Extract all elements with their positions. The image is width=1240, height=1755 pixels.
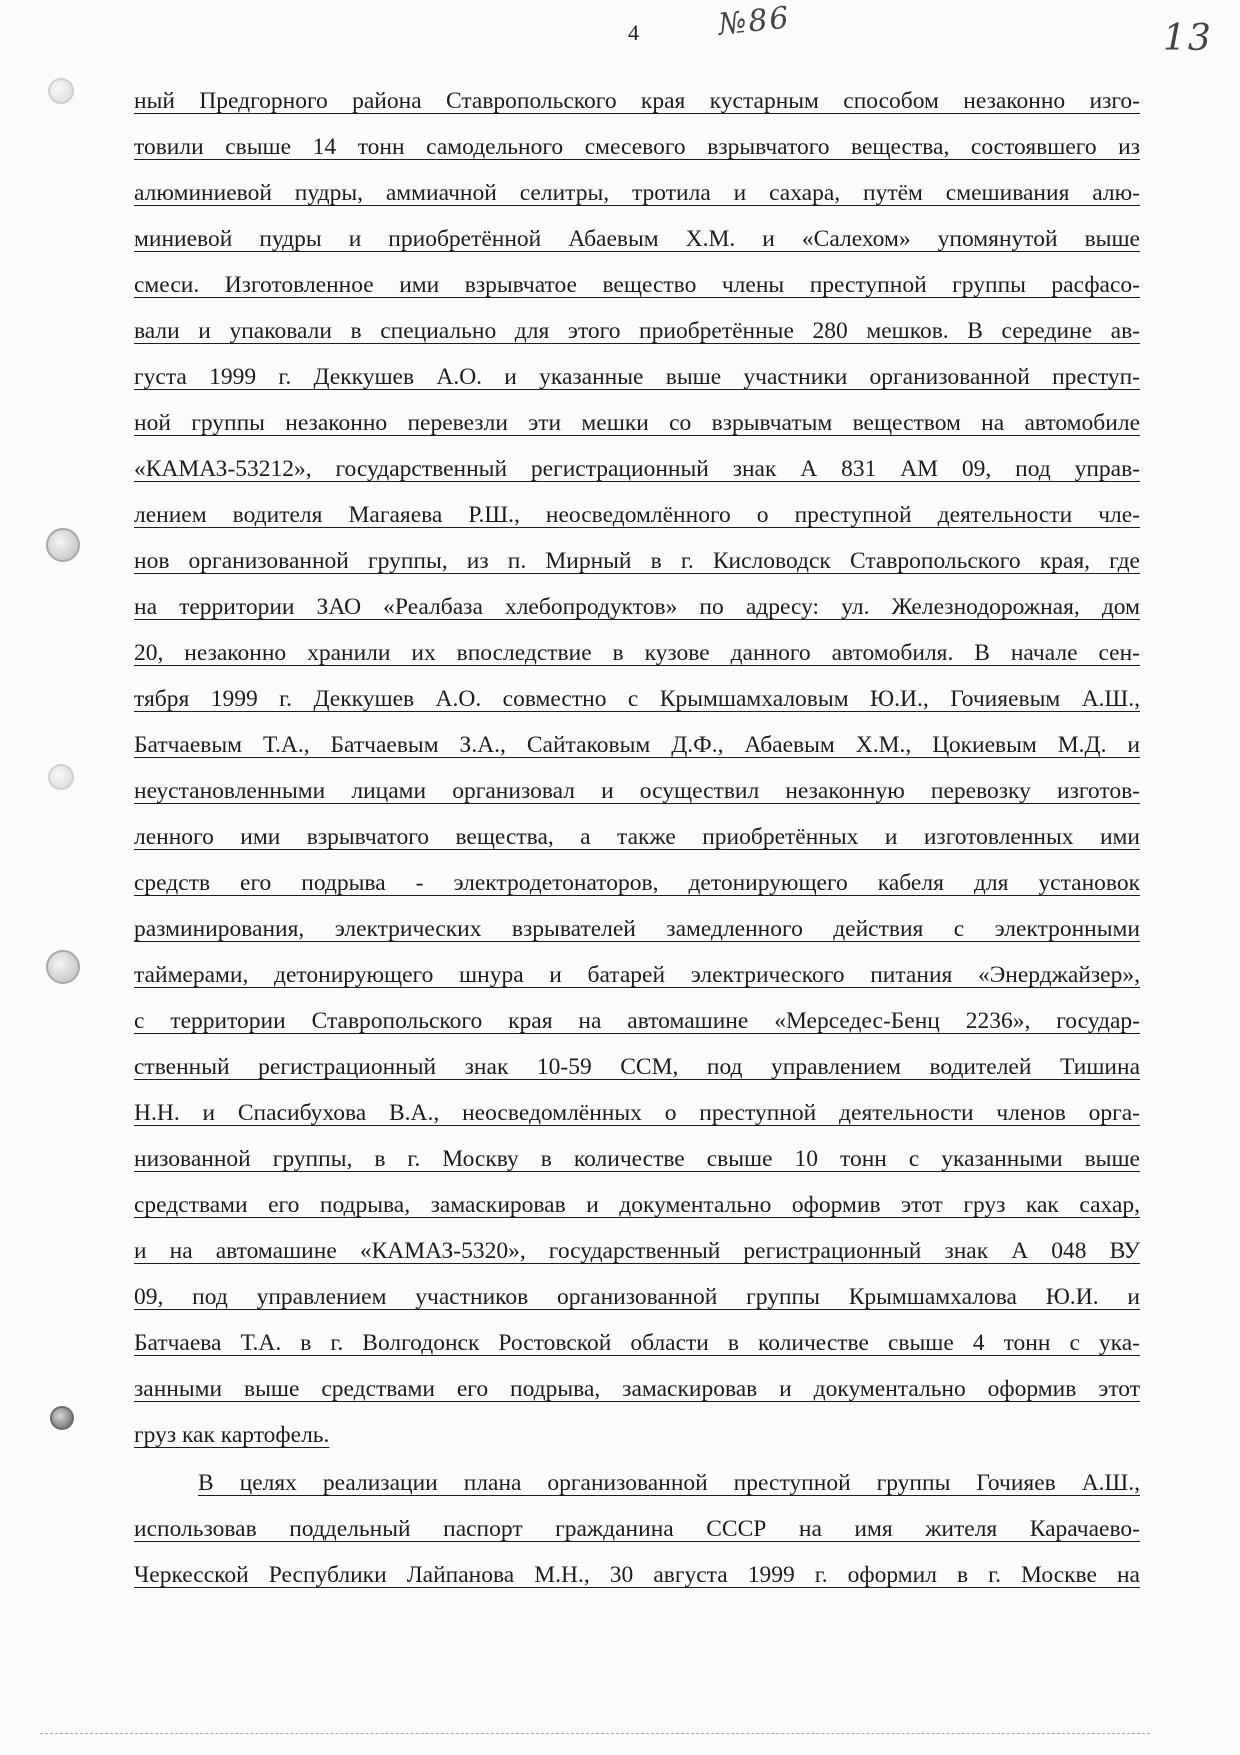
- text-line: Батчаевым Т.А., Батчаевым З.А., Сайтаковым Д.Ф., Абаевым Х.М., Цокиевым М.Д. и: [134, 732, 1140, 758]
- text-line: на территории ЗАО «Реалбаза хлебопродуктов» по адресу: ул. Железнодорожная, дом: [134, 594, 1140, 620]
- text-line: ленного ими взрывчатого вещества, а также приобретённых и изготовленных ими: [134, 824, 1140, 850]
- text-line: Черкесской Республики Лайпанова М.Н., 30 августа 1999 г. оформил в г. Москве на: [134, 1562, 1140, 1588]
- text-line: алюминиевой пудры, аммиачной селитры, тротила и сахара, путём смешивания алю-: [134, 180, 1140, 206]
- text-line: Н.Н. и Спасибухова В.А., неосведомлённых о преступной деятельности членов орга-: [134, 1100, 1140, 1126]
- corner-mark: 13: [1163, 18, 1213, 59]
- punch-hole-mark: [48, 78, 74, 104]
- text-line: ной группы незаконно перевезли эти мешки со взрывчатым веществом на автомобиле: [134, 410, 1140, 436]
- handwritten-number: №86: [716, 0, 793, 43]
- text-line: лением водителя Магаяева Р.Ш., неосведомлённого о преступной деятельности чле-: [134, 502, 1140, 528]
- punch-hole: [50, 1406, 74, 1430]
- document-body: [134, 78, 1140, 1598]
- text-line: средств его подрыва - электродетонаторов, детонирующего кабеля для установок: [134, 870, 1140, 896]
- text-line: неустановленными лицами организовал и осуществил незаконную перевозку изготов-: [134, 778, 1140, 804]
- text-line: густа 1999 г. Деккушев А.О. и указанные выше участники организованной преступ-: [134, 364, 1140, 390]
- text-line: «КАМАЗ-53212», государственный регистрационный знак А 831 АМ 09, под управ-: [134, 456, 1140, 482]
- text-line: 09, под управлением участников организованной группы Крымшамхалова Ю.И. и: [134, 1284, 1140, 1310]
- text-line: средствами его подрыва, замаскировав и документально оформив этот груз как сахар,: [134, 1192, 1140, 1218]
- punch-hole-mark: [48, 764, 74, 790]
- text-line: тября 1999 г. Деккушев А.О. совместно с Крымшамхаловым Ю.И., Гочияевым А.Ш.,: [134, 686, 1140, 712]
- text-line: ственный регистрационный знак 10-59 ССМ, под управлением водителей Тишина: [134, 1054, 1140, 1080]
- text-line: с территории Ставропольского края на автомашине «Мерседес-Бенц 2236», государ-: [134, 1008, 1140, 1034]
- page-number: 4: [628, 20, 639, 45]
- text-line: использовав поддельный паспорт гражданина СССР на имя жителя Карачаево-: [134, 1516, 1140, 1542]
- text-line: 20, незаконно хранили их впоследствие в кузове данного автомобиля. В начале сен-: [134, 640, 1140, 666]
- text-line: товили свыше 14 тонн самодельного смесевого взрывчатого вещества, состоявшего из: [134, 134, 1140, 160]
- text-line: вали и упаковали в специально для этого приобретённые 280 мешков. В середине ав-: [134, 318, 1140, 344]
- punch-hole: [46, 950, 80, 984]
- text-line: разминирования, электрических взрывателей замедленного действия с электронными: [134, 916, 1140, 942]
- text-line: Батчаева Т.А. в г. Волгодонск Ростовской области в количестве свыше 4 тонн с ука-: [134, 1330, 1140, 1356]
- text-line: груз как картофель.: [134, 1422, 330, 1448]
- text-line: нов организованной группы, из п. Мирный в г. Кисловодск Ставропольского края, где: [134, 548, 1140, 574]
- text-line: смеси. Изготовленное ими взрывчатое вещество члены преступной группы расфасо-: [134, 272, 1140, 298]
- page-bottom-edge: [40, 1733, 1150, 1734]
- text-line: низованной группы, в г. Москву в количестве свыше 10 тонн с указанными выше: [134, 1146, 1140, 1172]
- text-line: таймерами, детонирующего шнура и батарей электрического питания «Энерджайзер»,: [134, 962, 1140, 988]
- paragraph-start-line: В целях реализации плана организованной преступной группы Гочияев А.Ш.,: [198, 1470, 1140, 1496]
- text-line: миниевой пудры и приобретённой Абаевым Х.М. и «Салехом» упомянутой выше: [134, 226, 1140, 252]
- punch-hole: [46, 528, 80, 562]
- text-line: занными выше средствами его подрыва, замаскировав и документально оформив этот: [134, 1376, 1140, 1402]
- text-line: ный Предгорного района Ставропольского края кустарным способом незаконно изго-: [134, 88, 1140, 114]
- text-line: и на автомашине «КАМАЗ-5320», государственный регистрационный знак А 048 ВУ: [134, 1238, 1140, 1264]
